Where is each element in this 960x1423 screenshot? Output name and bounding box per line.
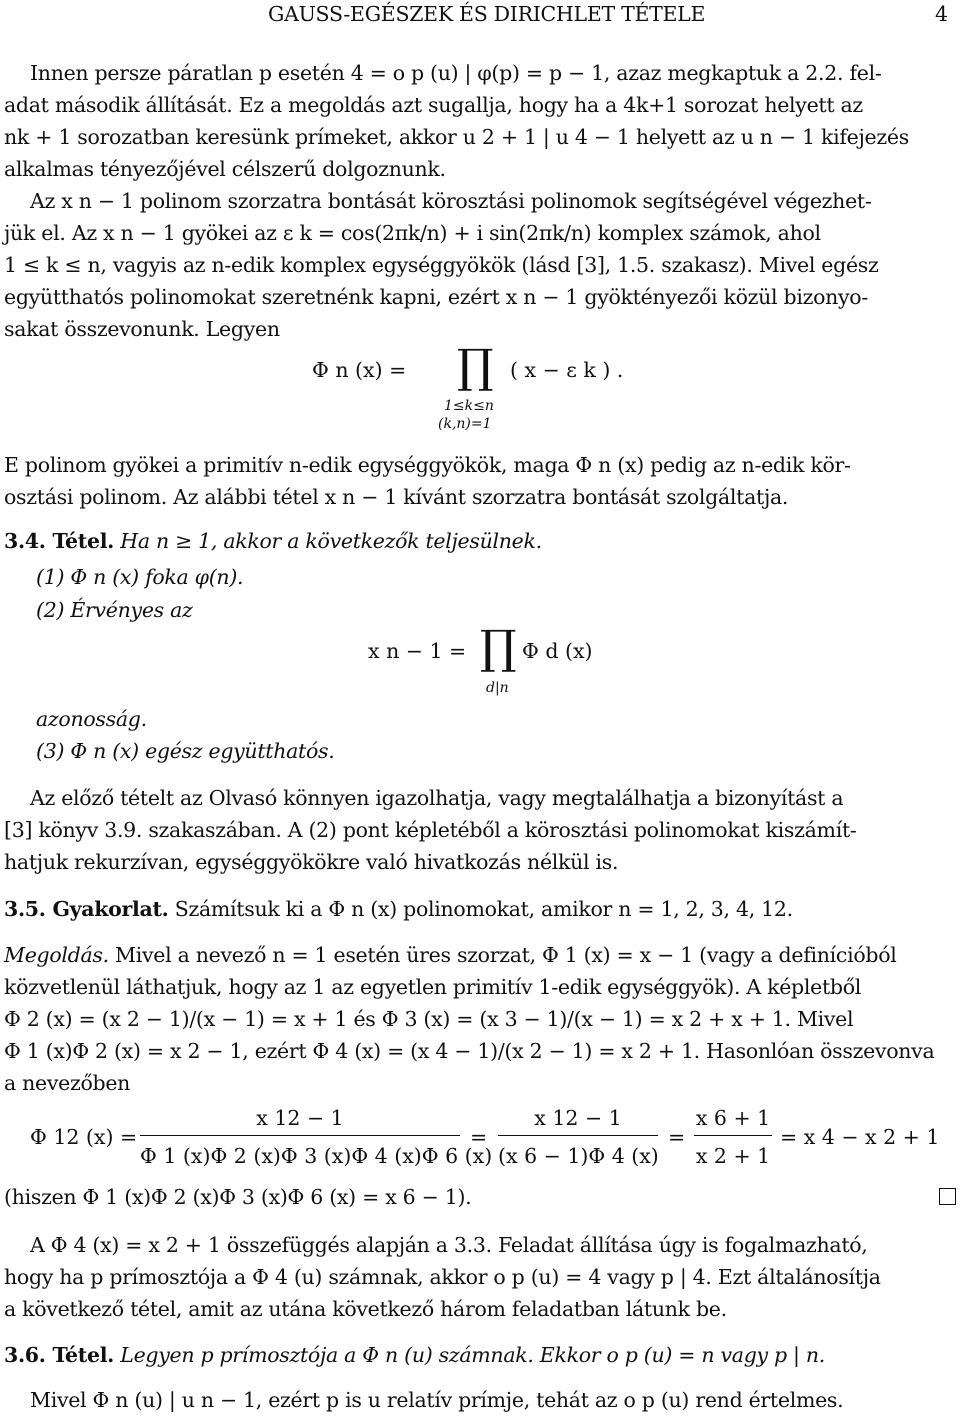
text-line: Innen persze páratlan p esetén 4 = o p (u) | φ(p) = p − 1, azaz megkaptuk a 2.2. fel-	[30, 61, 882, 85]
text-line: alkalmas tényezőjével célszerű dolgoznunk.	[4, 157, 446, 181]
fraction-2-numerator: x 12 − 1	[534, 1106, 622, 1130]
equation-tail: = x 4 − x 2 + 1	[780, 1125, 940, 1149]
text-line: Mivel Φ n (u) | u n − 1, ezért p is u relatív prímje, tehát az o p (u) rend értelmes.	[30, 1388, 844, 1412]
product-index-condition: (k,n)=1	[438, 416, 492, 432]
exercise-3-5	[4, 899, 793, 920]
fraction-2-denominator: (x 6 − 1)Φ 4 (x)	[498, 1144, 659, 1168]
fraction-3-numerator: x 6 + 1	[695, 1106, 771, 1130]
exercise-label: 3.5. Gyakorlat.	[4, 897, 169, 921]
fraction-3-denominator: x 2 + 1	[695, 1144, 771, 1168]
text-line: együtthatós polinomokat szeretnénk kapni, ezért x n − 1 gyöktényezői közül bizonyo-	[4, 285, 868, 309]
equals-sign: =	[668, 1125, 686, 1149]
text-line: közvetlenül láthatjuk, hogy az 1 az egyetlen primitív 1-edik egységgyök). A képletből	[4, 975, 862, 999]
page-number: 4	[935, 2, 948, 26]
theorem-item-1: (1) Φ n (x) foka φ(n).	[36, 565, 244, 589]
fraction-1-denominator: Φ 1 (x)Φ 2 (x)Φ 3 (x)Φ 4 (x)Φ 6 (x)	[140, 1144, 493, 1168]
theorem-label: 3.6. Tétel.	[4, 1343, 115, 1367]
text-line: Az x n − 1 polinom szorzatra bontását körosztási polinomok segítségével végezhet-	[30, 189, 872, 213]
text-line: adat második állítását. Ez a megoldás azt sugallja, hogy ha a 4k+1 sorozat helyett az	[4, 93, 863, 117]
theorem-label: 3.4. Tétel.	[4, 529, 115, 553]
equation-lhs: Φ n (x) =	[312, 358, 407, 382]
text-line: 1 ≤ k ≤ n, vagyis az n-edik komplex egységgyökök (lásd [3], 1.5. szakasz). Mivel egész	[4, 253, 879, 277]
product-symbol: ∏	[480, 620, 517, 674]
equation-lhs: Φ 12 (x) =	[30, 1125, 138, 1149]
theorem-statement: Legyen p prímosztója a Φ n (u) számnak. Ekkor o p (u) = n vagy p | n.	[120, 1343, 825, 1367]
text-line: Φ 1 (x)Φ 2 (x) = x 2 − 1, ezért Φ 4 (x) = (x 4 − 1)/(x 2 − 1) = x 2 + 1. Hasonlóan összevonva	[4, 1039, 935, 1063]
fraction-1-bar	[140, 1135, 460, 1136]
theorem-statement: Ha n ≥ 1, akkor a következők teljesülnek.	[120, 529, 542, 553]
theorem-item-2-end: azonosság.	[36, 707, 147, 731]
equation-lhs: x n − 1 =	[368, 639, 467, 663]
text-line: a nevezőben	[4, 1071, 131, 1095]
text-line: nk + 1 sorozatban keresünk prímeket, akkor u 2 + 1 | u 4 − 1 helyett az u n − 1 kifejezés	[4, 125, 909, 149]
running-header: GAUSS-EGÉSZEK ÉS DIRICHLET TÉTELE	[268, 2, 706, 26]
theorem-3-4	[4, 531, 542, 552]
solution-first-line	[4, 945, 897, 966]
solution-label: Megoldás.	[4, 943, 109, 967]
text-line: hatjuk rekurzívan, egységgyökökre való hivatkozás nélkül is.	[4, 850, 619, 874]
text-line: Mivel a nevező n = 1 esetén üres szorzat, Φ 1 (x) = x − 1 (vagy a definícióból	[115, 943, 897, 967]
text-line: A Φ 4 (x) = x 2 + 1 összefüggés alapján a 3.3. Feladat állítása úgy is fogalmazható,	[30, 1233, 868, 1257]
product-index: d|n	[486, 680, 509, 696]
solution-closing: (hiszen Φ 1 (x)Φ 2 (x)Φ 3 (x)Φ 6 (x) = x 6 − 1).	[4, 1185, 472, 1209]
equals-sign: =	[470, 1125, 488, 1149]
theorem-3-6	[4, 1345, 825, 1366]
text-line: jük el. Az x n − 1 gyökei az ε k = cos(2πk/n) + i sin(2πk/n) komplex számok, ahol	[4, 221, 821, 245]
text-line: E polinom gyökei a primitív n-edik egységgyökök, maga Φ n (x) pedig az n-edik kör-	[4, 453, 851, 477]
text-line: Az előző tételt az Olvasó könnyen igazolhatja, vagy megtalálhatja a bizonyítást a	[30, 786, 844, 810]
text-line: hogy ha p prímosztója a Φ 4 (u) számnak, akkor o p (u) = 4 vagy p | 4. Ezt általánosítja	[4, 1265, 881, 1289]
text-line: sakat összevonunk. Legyen	[4, 317, 280, 341]
text-line: Φ 2 (x) = (x 2 − 1)/(x − 1) = x + 1 és Φ 3 (x) = (x 3 − 1)/(x − 1) = x 2 + x + 1. Mivel	[4, 1007, 854, 1031]
theorem-item-3: (3) Φ n (x) egész együtthatós.	[36, 739, 335, 763]
equation-rhs: ( x − ε k ) .	[510, 358, 624, 382]
text-line: osztási polinom. Az alábbi tétel x n − 1 kívánt szorzatra bontását szolgáltatja.	[4, 485, 789, 509]
text-line: [3] könyv 3.9. szakaszában. A (2) pont képletéből a körosztási polinomokat kiszámít-	[4, 818, 857, 842]
text-line: a következő tétel, amit az utána következő három feladatban látunk be.	[4, 1297, 727, 1321]
fraction-3-bar	[694, 1135, 772, 1136]
exercise-text: Számítsuk ki a Φ n (x) polinomokat, amikor n = 1, 2, 3, 4, 12.	[174, 897, 793, 921]
fraction-2-bar	[498, 1135, 658, 1136]
product-index-range: 1≤k≤n	[444, 398, 494, 414]
fraction-1-numerator: x 12 − 1	[256, 1106, 344, 1130]
equation-rhs: Φ d (x)	[522, 639, 593, 663]
qed-box-icon	[939, 1188, 956, 1205]
theorem-item-2: (2) Érvényes az	[36, 598, 193, 622]
product-symbol: ∏	[457, 339, 494, 393]
